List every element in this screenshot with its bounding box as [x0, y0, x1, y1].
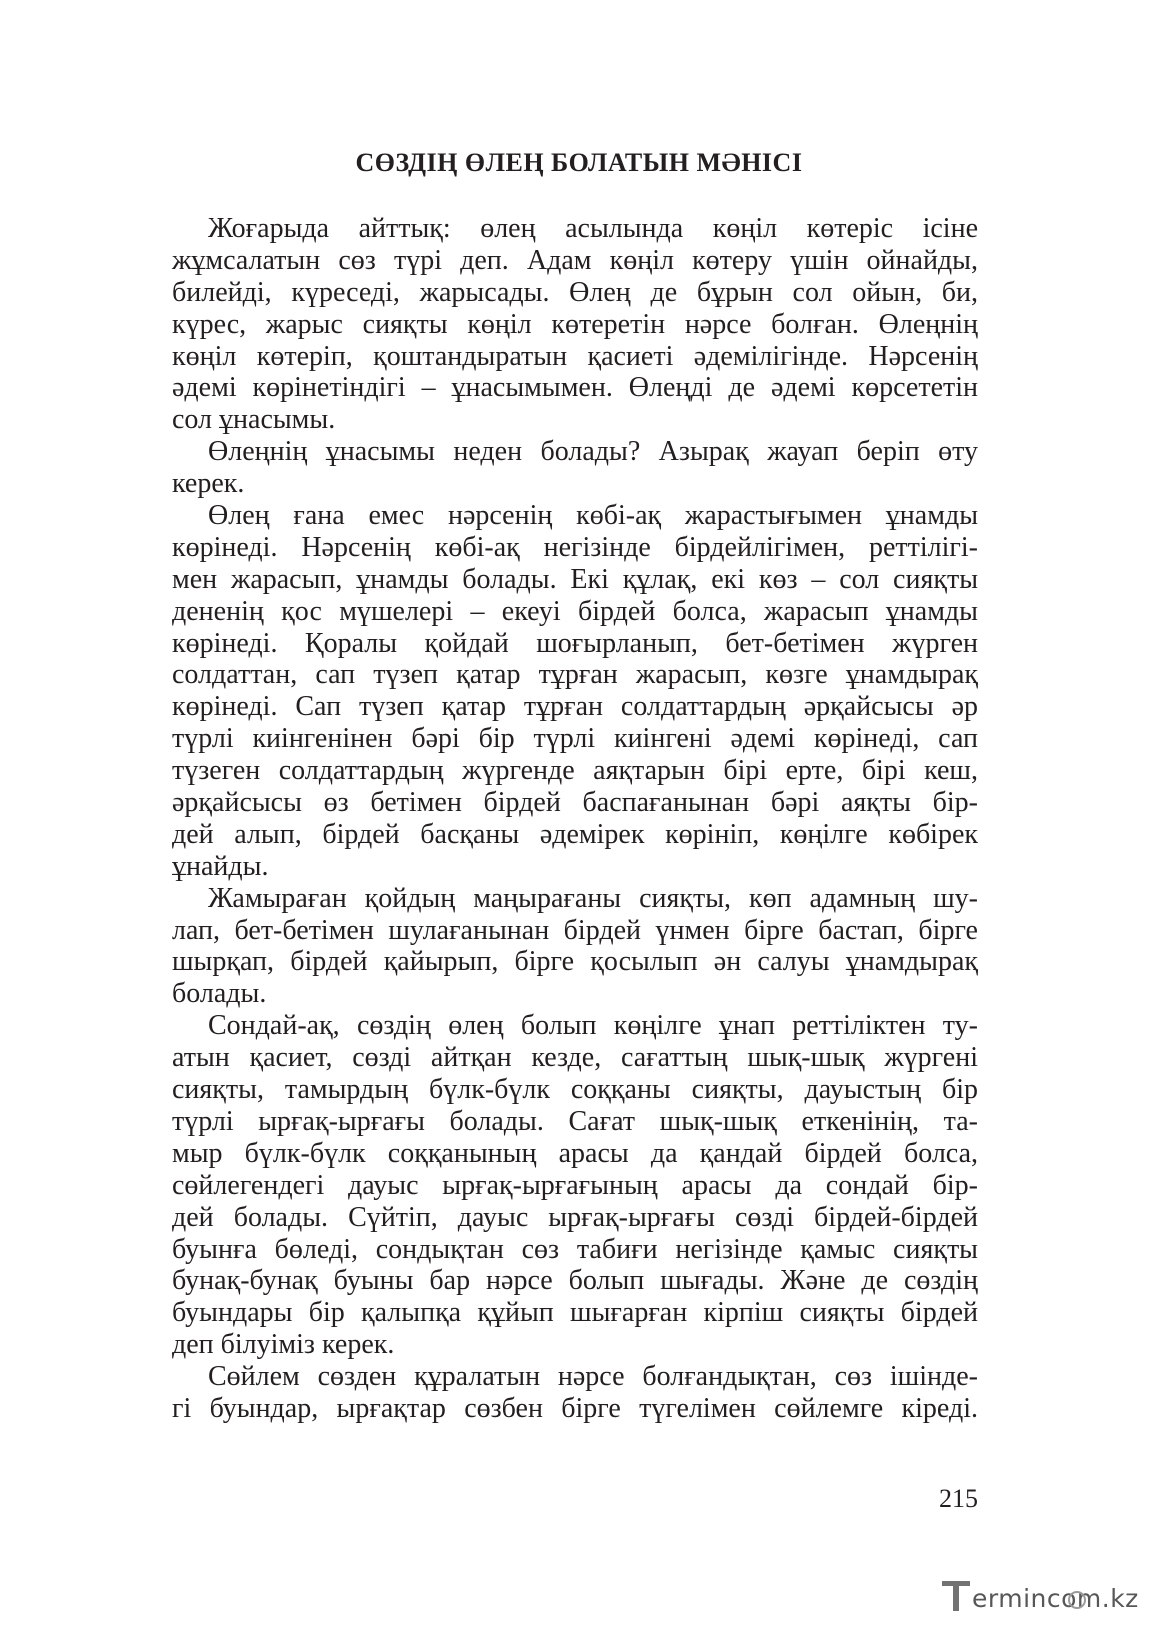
- paragraph: [172, 436, 978, 500]
- text-line: дей болады. Сүйтіп, дауыс ырғақ-ырғағы сөзді бірдей-бірдей: [172, 1201, 978, 1233]
- text-line: түрлі ырғақ-ырғағы болады. Сағат шық-шық еткенінің, та-: [172, 1105, 978, 1137]
- text-line: болады.: [172, 978, 267, 1010]
- text-line: шырқап, бірдей қайырып, бірге қосылып ән салуы ұнамдырақ: [172, 946, 978, 978]
- paragraph: [172, 500, 978, 883]
- text-line: буынға бөледі, сондықтан сөз табиғи негізінде қамыс сияқты: [172, 1233, 978, 1265]
- text-line: сөйлегендегі дауыс ырғақ-ырғағының арасы да сондай бір-: [172, 1169, 978, 1201]
- text-line: әдемі көрінетіндігі – ұнасымымен. Өлеңді де әдемі көрсететін: [172, 372, 978, 404]
- text-line: түзеген солдаттардың жүргенде аяқтарын бірі ерте, бірі кеш,: [172, 755, 978, 787]
- text-line: мыр бүлк-бүлк соққанының арасы да қандай бірдей болса,: [172, 1137, 978, 1169]
- paragraph: [172, 883, 978, 1011]
- paragraph: [172, 213, 978, 436]
- text-line: Жоғарыда айттық: өлең асылында көңіл көтеріс ісіне: [208, 213, 978, 244]
- page-title: СӨЗДІҢ ӨЛЕҢ БОЛАТЫН МӘНІСІ: [355, 148, 803, 177]
- paragraph: [172, 1361, 978, 1425]
- watermark-logo: [940, 1573, 1150, 1617]
- text-line: дененің қос мүшелері – екеуі бірдей болса, жарасып ұнамды: [172, 595, 978, 627]
- text-line: керек.: [172, 468, 245, 500]
- text-line: Жамыраған қойдың маңырағаны сияқты, көп адамның шу-: [208, 882, 978, 914]
- text-line: Сөйлем сөзден құралатын нәрсе болғандықтан, сөз ішінде-: [208, 1361, 978, 1393]
- text-line: әрқайсысы өз бетімен бірдей баспағанынан бәрі аяқты бір-: [172, 787, 978, 819]
- text-line: лап, бет-бетімен шулағанынан бірдей үнмен бірге бастап, бірге: [172, 914, 978, 946]
- text-line: гі буындар, ырғақтар сөзбен бірге түгелімен сөйлемге кіреді.: [172, 1392, 978, 1424]
- text-line: буындары бір қалыпқа құйып шығарған кірпіш сияқты бірдей: [172, 1297, 978, 1329]
- text-line: бунақ-бунақ буыны бар нәрсе болып шығады. Және де сөздің: [172, 1265, 978, 1297]
- body-text: [172, 213, 978, 1425]
- text-line: Сондай-ақ, сөздің өлең болып көңілге ұнап реттіліктен ту-: [208, 1010, 978, 1042]
- text-line: түрлі киінгенінен бәрі бір түрлі киінгені әдемі көрінеді, сап: [172, 723, 978, 755]
- text-line: ұнайды.: [172, 850, 269, 882]
- text-line: көңіл көтеріп, қоштандыратын қасиеті әдемілігінде. Нәрсенің: [172, 340, 978, 372]
- paragraph: [172, 1010, 978, 1361]
- text-line: деп білуіміз керек.: [172, 1329, 395, 1361]
- text-line: мен жарасып, ұнамды болады. Екі құлақ, екі көз – сол сияқты: [172, 563, 978, 595]
- text-line: дей алып, бірдей басқаны әдемірек көрініп, көңілге көбірек: [172, 818, 978, 850]
- svg-text:ermincom.kz: ermincom.kz: [972, 1584, 1139, 1613]
- text-line: күрес, жарыс сияқты көңіл көтеретін нәрсе болған. Өлеңнің: [172, 308, 978, 340]
- text-line: көрінеді. Сап түзеп қатар тұрған солдаттардың әрқайсысы әр: [172, 691, 978, 723]
- termincom-logo-icon: [940, 1573, 1150, 1617]
- text-line: жұмсалатын сөз түрі деп. Адам көңіл көтеру үшін ойнайды,: [172, 244, 978, 276]
- text-line: Өлең ғана емес нәрсенің көбі-ақ жарастығымен ұнамды: [208, 500, 978, 532]
- text-line: Өлеңнің ұнасымы неден болады? Азырақ жауап беріп өту: [208, 436, 978, 468]
- text-line: сол ұнасымы.: [172, 404, 336, 436]
- text-line: сияқты, тамырдың бүлк-бүлк соққаны сияқты, дауыстың бір: [172, 1074, 978, 1106]
- text-line: солдаттан, сап түзеп қатар тұрған жарасып, көзге ұнамдырақ: [172, 659, 978, 691]
- page-number: 215: [939, 1484, 978, 1513]
- text-line: билейді, күреседі, жарысады. Өлең де бұрын сол ойын, би,: [172, 276, 978, 308]
- text-line: көрінеді. Нәрсенің көбі-ақ негізінде бірдейлігімен, реттілігі-: [172, 531, 978, 563]
- text-line: атын қасиет, сөзді айтқан кезде, сағаттың шық-шық жүргені: [172, 1042, 978, 1074]
- text-line: көрінеді. Қоралы қойдай шоғырланып, бет-бетімен жүрген: [172, 627, 978, 659]
